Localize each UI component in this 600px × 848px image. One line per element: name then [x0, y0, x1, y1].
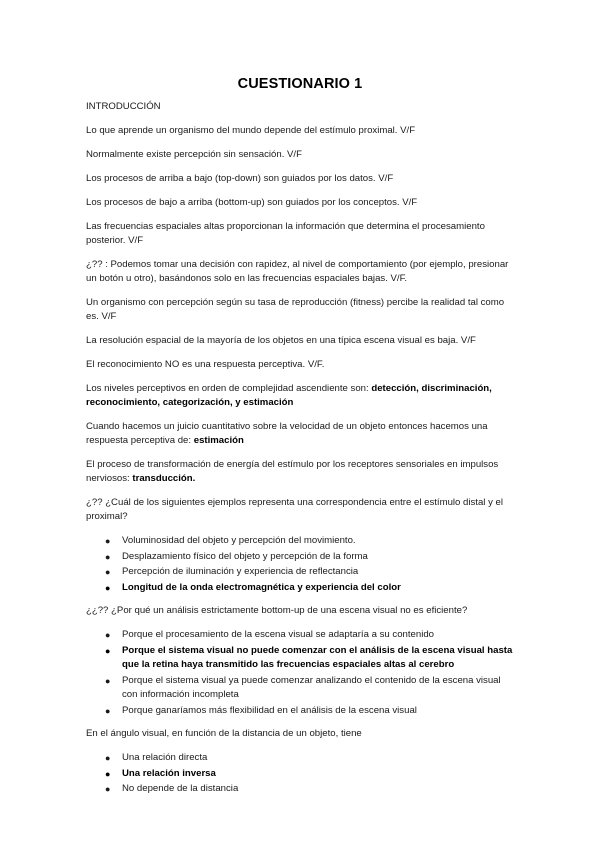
question-11-text: Cuando hacemos un juicio cuantitativo sobre la velocidad de un objeto entonces hacemos una respuesta perceptiva de:: [86, 421, 488, 446]
question-11-answer: estimación: [193, 435, 244, 446]
list-item: ● Voluminosidad del objeto y percepción del movimiento.: [122, 534, 514, 549]
question-1: Lo que aprende un organismo del mundo depende del estímulo proximal. V/F: [86, 125, 416, 136]
question-12: [86, 458, 514, 486]
bullet-icon: ●: [105, 582, 111, 593]
bullet-icon: ●: [105, 536, 111, 546]
bullet-icon: ●: [105, 705, 111, 716]
bullet-icon: ●: [105, 768, 111, 779]
question-7: Un organismo con percepción según su tasa de reproducción (fitness) percibe la realidad tal como es. V/F: [86, 297, 505, 322]
list-item: ● Una relación directa: [122, 751, 514, 766]
page-title: CUESTIONARIO 1: [237, 76, 363, 92]
question-15-options: [86, 751, 514, 797]
question-8: La resolución espacial de la mayoría de los objetos en una típica escena visual es baja. V/F: [86, 335, 476, 346]
question-12-text: El proceso de transformación de energía del estímulo por los receptores sensoriales en impulsos nerviosos:: [86, 459, 499, 484]
bullet-icon: ●: [105, 567, 111, 577]
question-5: Las frecuencias espaciales altas proporcionan la información que determina el procesamiento posterior. V/F: [86, 221, 485, 246]
bullet-icon: ●: [105, 784, 111, 794]
question-9: El reconocimiento NO es una respuesta perceptiva. V/F.: [86, 359, 325, 370]
list-item-correct: ● Una relación inversa: [122, 767, 514, 782]
list-item: ● No depende de la distancia: [122, 782, 514, 797]
section-heading: INTRODUCCIÓN: [86, 101, 161, 112]
question-10-answer: detección, discriminación, reconocimiento, categorización, y estimación: [86, 383, 492, 408]
list-item: ● Porque el procesamiento de la escena visual se adaptaría a su contenido: [122, 628, 514, 643]
list-item: ● Porque el sistema visual ya puede comenzar analizando el contenido de la escena visual con información incompleta: [105, 674, 501, 700]
question-6: ¿?? : Podemos tomar una decisión con rapidez, al nivel de comportamiento (por ejemplo, presionar un botón u otro), basándonos solo en las frecuencias espaciales bajas. V/F.: [86, 259, 509, 284]
list-item: ● Desplazamiento físico del objeto y percepción de la forma: [122, 550, 514, 565]
list-item: ● Percepción de iluminación y experiencia de reflectancia: [122, 565, 514, 580]
question-12-answer: transducción.: [132, 473, 196, 484]
list-item: ● Porque ganaríamos más flexibilidad en el análisis de la escena visual: [122, 704, 514, 719]
bullet-icon: ●: [105, 645, 111, 656]
question-10: [86, 382, 514, 410]
list-item-correct: ● Porque el sistema visual no puede comenzar con el análisis de la escena visual hasta que la retina haya transmitido las frecuencias espaciales altas al cerebro: [105, 644, 513, 670]
question-13-options: [86, 534, 514, 595]
question-15: En el ángulo visual, en función de la distancia de un objeto, tiene: [86, 728, 362, 739]
question-4: Los procesos de bajo a arriba (bottom-up) son guiados por los conceptos. V/F: [86, 197, 418, 208]
question-3: Los procesos de arriba a bajo (top-down) son guiados por los datos. V/F: [86, 173, 394, 184]
question-13: ¿?? ¿Cuál de los siguientes ejemplos representa una correspondencia entre el estímulo distal y el proximal?: [86, 497, 504, 522]
bullet-icon: ●: [105, 675, 111, 686]
list-item-correct: ● Longitud de la onda electromagnética y experiencia del color: [122, 581, 514, 596]
question-11: [86, 420, 514, 448]
question-10-text: Los niveles perceptivos en orden de complejidad ascendiente son:: [86, 383, 372, 394]
question-2: Normalmente existe percepción sin sensación. V/F: [86, 149, 302, 160]
bullet-icon: ●: [105, 630, 111, 640]
bullet-icon: ●: [105, 753, 111, 763]
question-14: ¿¿?? ¿Por qué un análisis estrictamente bottom-up de una escena visual no es eficiente?: [86, 605, 468, 616]
question-14-options: [86, 628, 514, 718]
bullet-icon: ●: [105, 551, 111, 562]
